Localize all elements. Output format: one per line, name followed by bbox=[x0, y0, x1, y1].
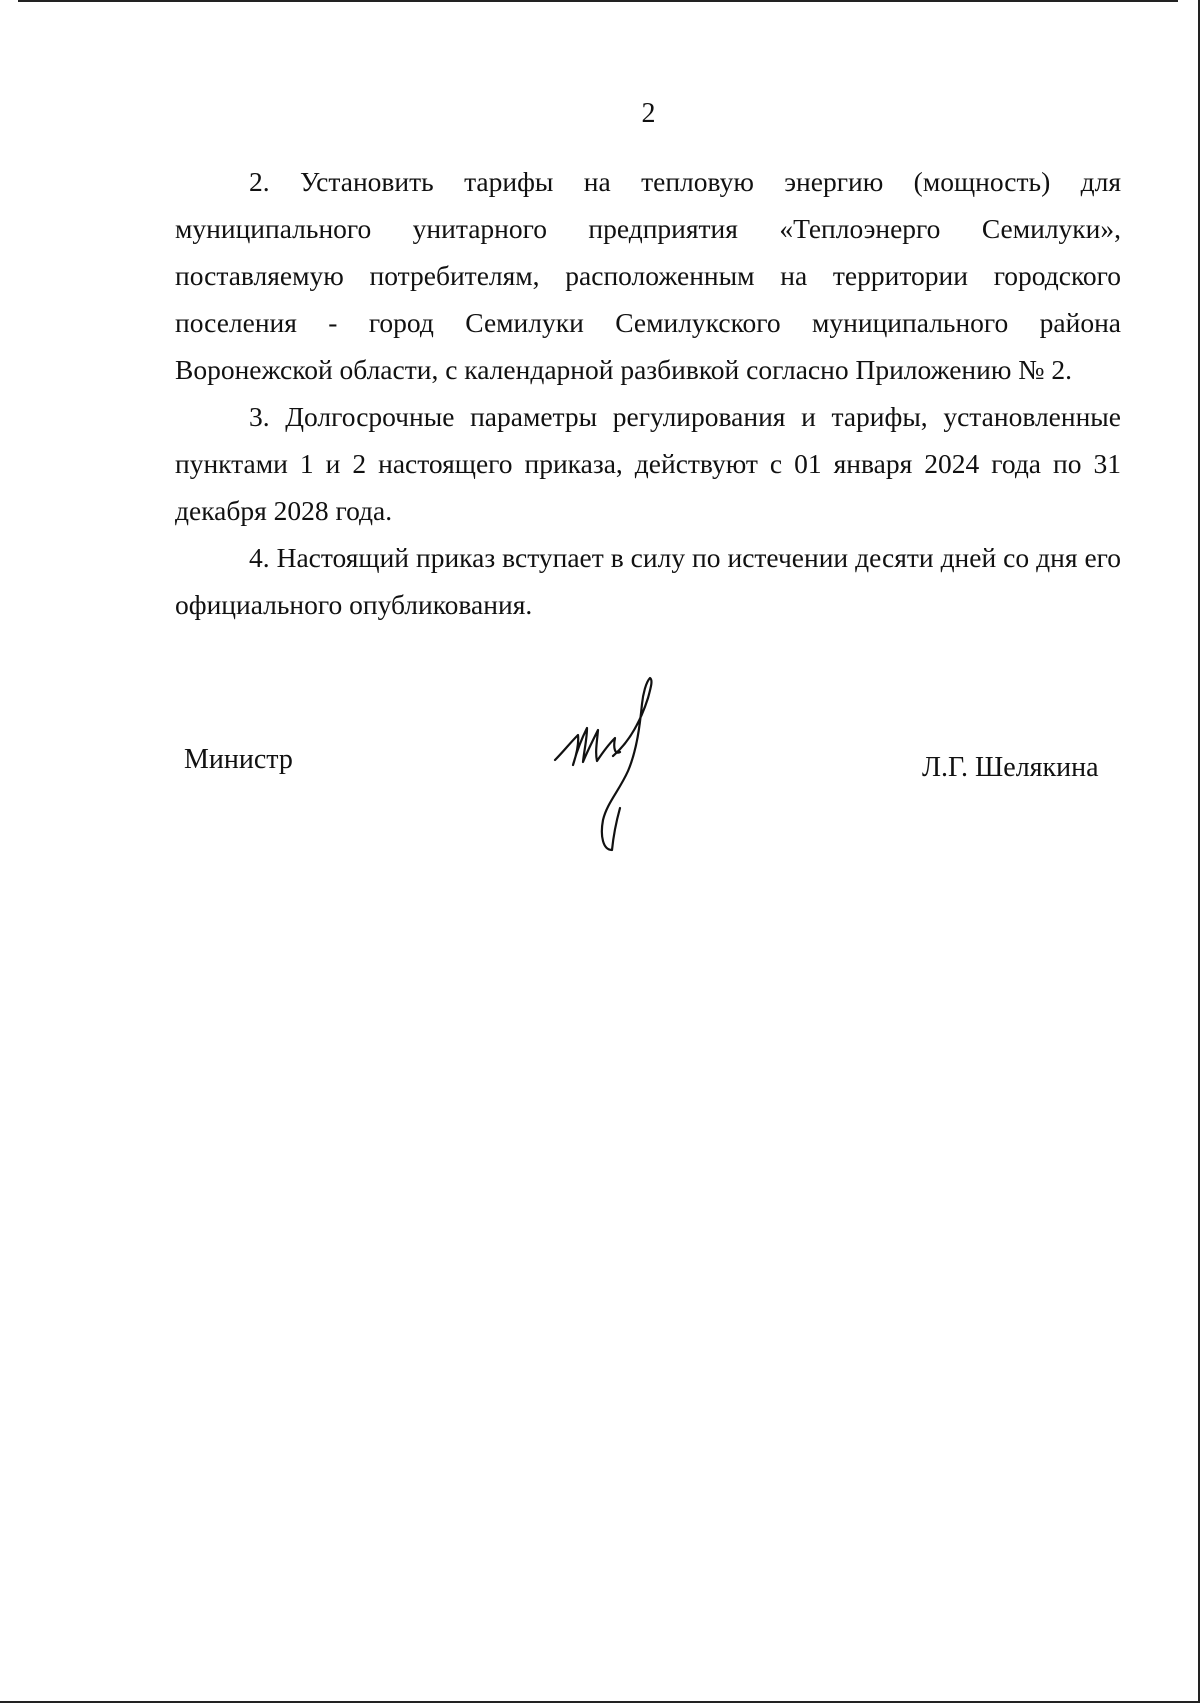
paragraph-2: 2. Установить тарифы на тепловую энергию (мощность) для муниципального унитарного предприятия «Теплоэнерго Семилуки», поставляемую потребителям, расположенным на территории городского поселения - город Семилуки Семилукского муниципального района Воронежской области, с календарной разбивкой согласно Приложению № 2. bbox=[175, 166, 1121, 385]
signature-block bbox=[0, 660, 1200, 860]
signer-name: Л.Г. Шелякина bbox=[922, 752, 1099, 783]
document-body bbox=[175, 158, 1121, 628]
paragraph-4: 4. Настоящий приказ вступает в силу по истечении десяти дней со дня его официального опубликования. bbox=[175, 542, 1121, 620]
handwritten-signature bbox=[545, 660, 695, 860]
page-number: 2 bbox=[641, 98, 656, 129]
paragraph-3: 3. Долгосрочные параметры регулирования и тарифы, установленные пунктами 1 и 2 настоящего приказа, действуют с 01 января 2024 года по 31 декабря 2028 года. bbox=[175, 401, 1121, 526]
scan-edge-top bbox=[18, 0, 1178, 2]
signer-title: Министр bbox=[184, 744, 293, 775]
